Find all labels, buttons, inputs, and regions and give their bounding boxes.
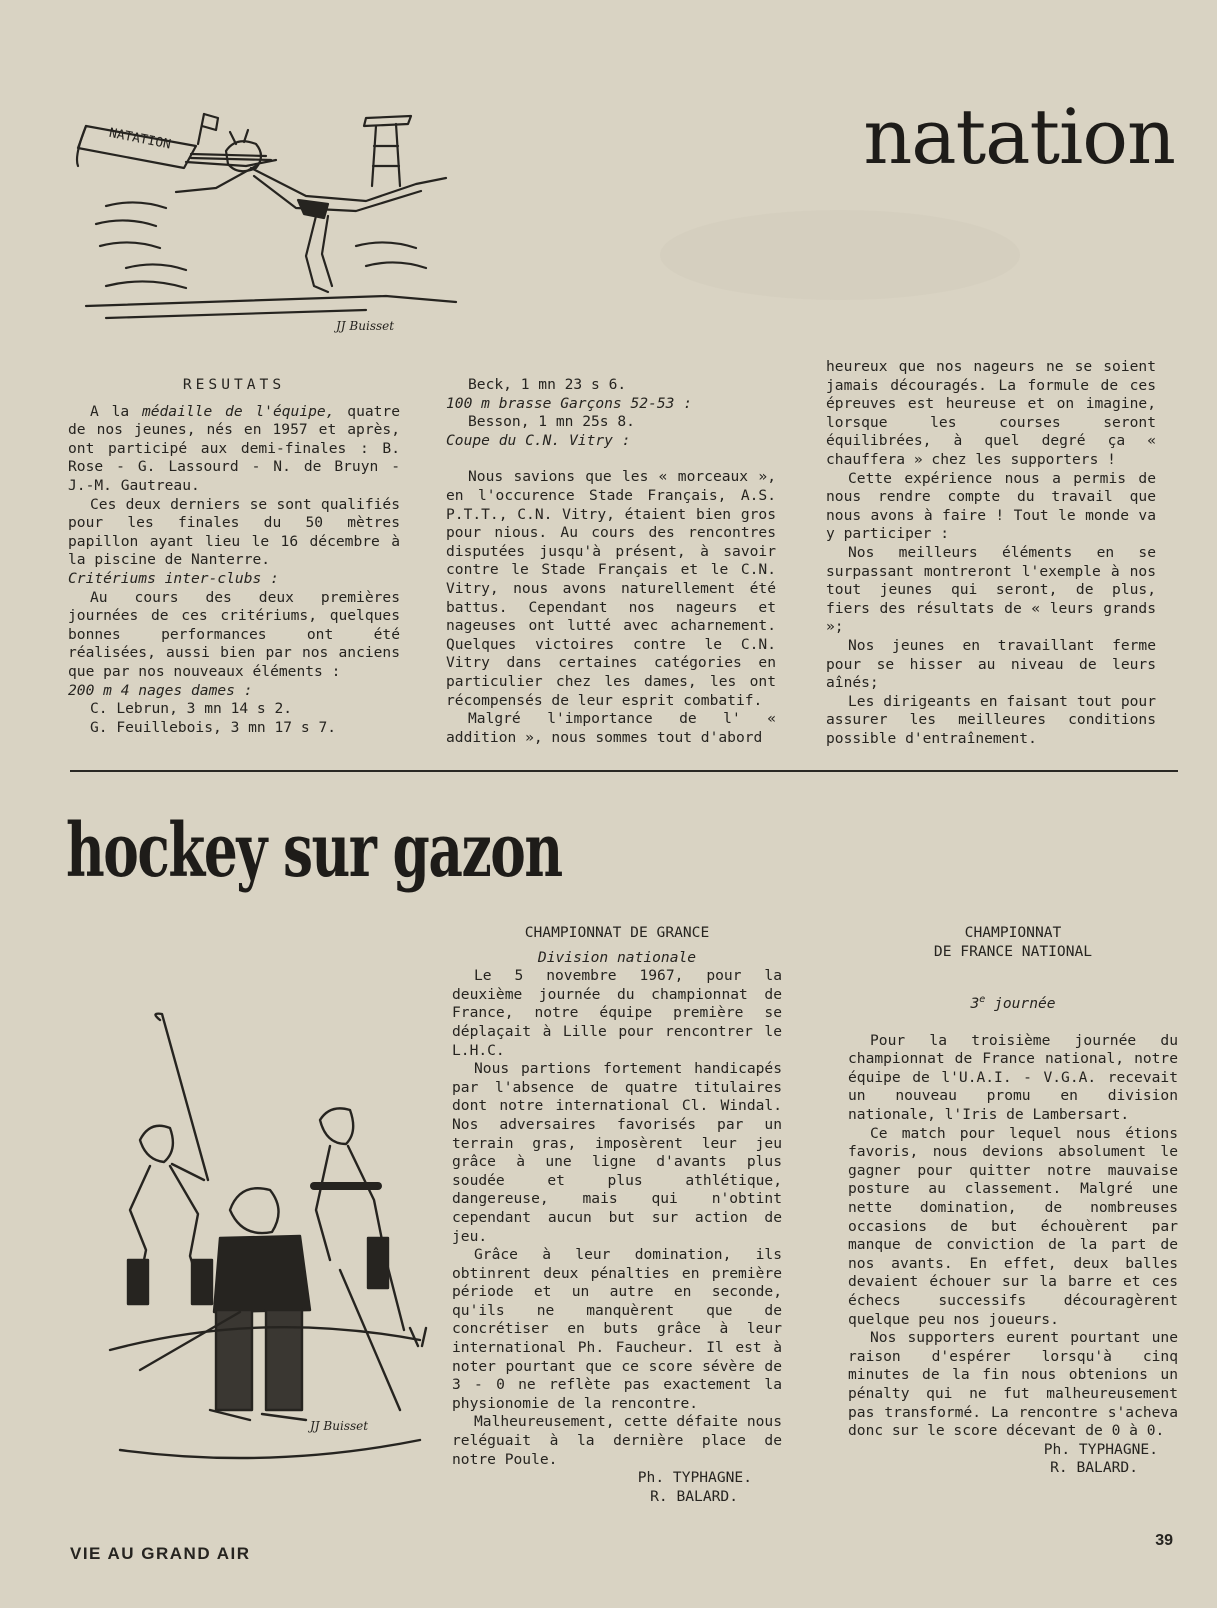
paragraph: Cette expérience nous a permis de nous rendre compte du travail que nous avons à faire ! Tout le monde va y participer :	[826, 469, 1156, 543]
paragraph: Nos meilleurs éléments en se surpassant montreront l'exemple à nos tout jeunes qui seront, de plus, fiers des résultats de « leurs grands »;	[826, 543, 1156, 636]
subheading: 100 m brasse Garçons 52-53 :	[446, 394, 693, 412]
article-title: CHAMPIONNAT	[964, 924, 1062, 941]
paragraph: Le 5 novembre 1967, pour la deuxième journée du championnat de France, notre équipe première se déplaçait à Lille pour rencontrer le L.H.C.	[452, 967, 782, 1059]
paragraph: Nos jeunes en travaillant ferme pour se hisser au niveau de leurs aînés;	[826, 636, 1156, 692]
results-title: RESUTATS	[182, 376, 286, 393]
hockey-column-3	[848, 924, 1178, 1478]
paragraph: Les dirigeants en faisant tout pour assurer les meilleures conditions possible d'entraînement.	[826, 692, 1156, 747]
paragraph: Ce match pour lequel nous étions favoris, nous devions absolument le gagner pour quitter notre mauvaise posture au classement. Malgré une nette domination, de nombreuses occasions de but échouèrent par manque de conviction de la part de nos avants. En effet, deux balles devaient échouer sur la barre et ces échecs successifs découragèrent quelque peu nos joueurs.	[848, 1124, 1178, 1328]
natation-column-2	[446, 376, 776, 747]
subheading: Critériums inter-clubs :	[68, 569, 279, 587]
illustration-signature: JJ Buisset	[310, 1419, 369, 1433]
article-title: DE FRANCE NATIONAL	[933, 942, 1093, 960]
subheading: Coupe du C.N. Vitry :	[446, 431, 631, 449]
swimmer-illustration	[66, 96, 466, 336]
paragraph: Ces deux derniers se sont qualifiés pour les finales du 50 mètres papillon ayant lieu le 16 décembre à la piscine de Nanterre.	[68, 495, 400, 569]
subheading: 200 m 4 nages dames :	[68, 681, 253, 699]
illustration-signature: JJ Buisset	[336, 319, 395, 333]
signature-line: R. BALARD.	[650, 1487, 738, 1505]
result-line: G. Feuillebois, 3 mn 17 s 7.	[90, 718, 337, 736]
paragraph: Pour la troisième journée du championnat de France national, notre équipe de l'U.A.I. - V.G.A. recevait un nouveau promu en division nationale, l'Iris de Lambersart.	[848, 1031, 1178, 1124]
signature-line: R. BALARD.	[1050, 1459, 1138, 1477]
paragraph: Malgré l'importance de l' « addition », nous sommes tout d'abord	[446, 710, 776, 746]
page-number: 39	[1155, 1532, 1173, 1549]
paragraph: Nous partions fortement handicapés par l'absence de quatre titulaires dont notre international Cl. Windal. Nos adversaires favorisés par un terrain gras, imposèrent leur jeu grâce à une ligne d'avants plus soudée et plus athlétique, dangereuse, mais qui n'obtint cependant aucun but sur action de jeu.	[452, 1060, 782, 1245]
natation-column-1	[68, 376, 400, 737]
paragraph: A la médaille de l'équipe, quatre de nos jeunes, nés en 1957 et après, ont participé aux demi-finales : B. Rose - G. Lassourd - N. de Bruyn - J.-M. Gautreau.	[68, 402, 400, 494]
hockey-column-2	[452, 924, 782, 1506]
paragraph: Grâce à leur domination, ils obtinrent deux pénalties en première période et un autre en seconde, qu'ils ne manquèrent que de concrétiser en buts grâce à leur international Ph. Faucheur. Il est à noter pourtant que ce score sévère de 3 - 0 ne reflète pas exactement la physionomie de la rencontre.	[452, 1246, 782, 1412]
paragraph: heureux que nos nageurs ne se soient jamais découragés. La formule de ces épreuves est heureuse et on imagine, lorsque les courses seront équilibrées, à quel degré ça « chauffera » chez les supporters !	[826, 358, 1156, 468]
magazine-name: VIE AU GRAND AIR	[70, 1544, 251, 1563]
paragraph: Nous savions que les « morceaux », en l'occurence Stade Français, A.S. P.T.T., C.N. Vitry, étaient bien gros pour nious. Au cours des rencontres disputées jusqu'à présent, à savoir contre le Stade Français et le C.N. Vitry, nous avons naturellement été battus. Cependant nos nageurs et nageuses ont lutté avec acharnement. Quelques victoires contre le C.N. Vitry dans certaines catégories en particulier chez les dames, les ont récompensés de leur esprit combatif.	[446, 468, 776, 709]
paragraph: Au cours des deux premières journées de ces critériums, quelques bonnes performances ont été réalisées, aussi bien par nos anciens que par nos nouveaux éléments :	[68, 588, 400, 680]
result-line: Beck, 1 mn 23 s 6.	[468, 376, 627, 393]
result-line: Besson, 1 mn 25s 8.	[468, 413, 635, 431]
result-line: C. Lebrun, 3 mn 14 s 2.	[90, 700, 293, 718]
section-divider	[70, 770, 1178, 772]
section-title-natation: natation	[863, 92, 1175, 181]
hockey-players-cartoon-icon	[100, 1010, 440, 1480]
swimmer-cartoon-icon	[66, 96, 466, 336]
article-subtitle: Division nationale	[537, 948, 697, 966]
banner-text: NATATION	[107, 125, 173, 153]
paragraph: Malheureusement, cette défaite nous reléguait à la dernière place de notre Poule.	[452, 1413, 782, 1468]
paragraph: Nos supporters eurent pourtant une raison d'espérer lorsqu'à cinq minutes de la fin nous obtenions un pénalty qui ne fut malheureusement pas transformé. La rencontre s'acheva donc sur le score décevant de 0 à 0.	[848, 1329, 1178, 1440]
natation-column-3	[826, 358, 1156, 748]
section-title-hockey: hockey sur gazon	[66, 808, 562, 894]
show-through-shape	[660, 210, 1020, 300]
hockey-illustration	[100, 1010, 440, 1480]
article-subtitle: 3e journée	[970, 994, 1056, 1013]
signature-line: Ph. TYPHAGNE.	[637, 1469, 752, 1487]
article-title: CHAMPIONNAT DE GRANCE	[524, 924, 710, 941]
signature-line: Ph. TYPHAGNE.	[1043, 1440, 1158, 1458]
